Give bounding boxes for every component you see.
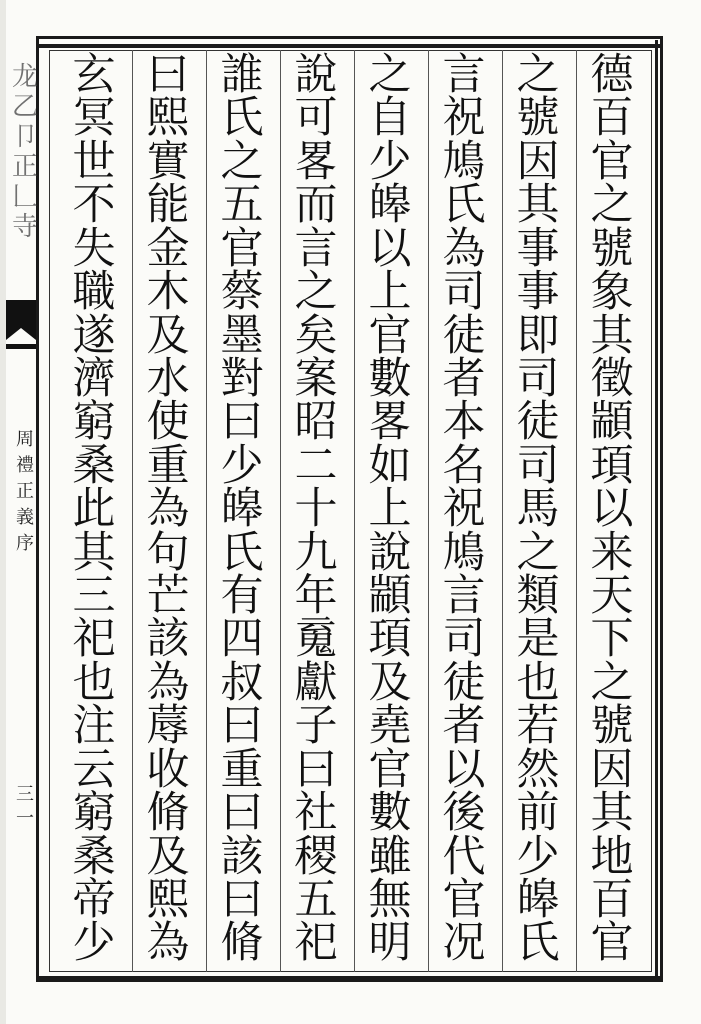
character: 即 bbox=[516, 310, 560, 361]
character: 之 bbox=[368, 50, 412, 100]
character: 司 bbox=[516, 353, 560, 404]
character: 金 bbox=[146, 223, 190, 274]
character: 無 bbox=[368, 875, 412, 926]
character: 百 bbox=[590, 93, 634, 144]
character: 言 bbox=[442, 50, 486, 100]
character: 周 bbox=[16, 429, 34, 450]
character: 該 bbox=[146, 614, 190, 665]
character: 桑 bbox=[72, 831, 116, 882]
character: 地 bbox=[590, 831, 634, 882]
character: 昭 bbox=[294, 397, 338, 448]
character: 熙 bbox=[146, 875, 190, 926]
character: 類 bbox=[516, 571, 560, 622]
column-divider bbox=[280, 50, 281, 972]
character: 能 bbox=[146, 180, 190, 231]
character: 如 bbox=[368, 440, 412, 491]
character: 明 bbox=[368, 918, 412, 969]
character: 三 bbox=[72, 571, 116, 622]
character: 桑 bbox=[72, 440, 116, 491]
character: 墨 bbox=[220, 310, 264, 361]
character: 徵 bbox=[590, 353, 634, 404]
character: 芒 bbox=[146, 571, 190, 622]
character: 畧 bbox=[368, 397, 412, 448]
character: 號 bbox=[516, 93, 560, 144]
character: 曰 bbox=[294, 744, 338, 795]
character: 九 bbox=[294, 527, 338, 578]
character: 頊 bbox=[590, 440, 634, 491]
character: 寺 bbox=[11, 212, 38, 242]
text-column-2 bbox=[506, 50, 570, 969]
character: 案 bbox=[294, 353, 338, 404]
character: 之 bbox=[590, 180, 634, 231]
character: 獻 bbox=[294, 657, 338, 708]
character: 水 bbox=[146, 353, 190, 404]
character: 其 bbox=[516, 180, 560, 231]
character: 卩 bbox=[11, 122, 38, 152]
character: 玄 bbox=[72, 50, 116, 100]
character: 少 bbox=[72, 918, 116, 969]
character: 以 bbox=[442, 744, 486, 795]
character: 代 bbox=[442, 831, 486, 882]
character: 職 bbox=[72, 267, 116, 318]
character: 言 bbox=[294, 223, 338, 274]
character: 蓐 bbox=[146, 701, 190, 752]
margin-page-number bbox=[4, 780, 46, 828]
character: 鳩 bbox=[442, 527, 486, 578]
character: 皞 bbox=[516, 875, 560, 926]
character: 少 bbox=[516, 831, 560, 882]
character: 官 bbox=[442, 875, 486, 926]
character: 氏 bbox=[516, 918, 560, 969]
character: 象 bbox=[590, 267, 634, 318]
character: 數 bbox=[368, 788, 412, 839]
character: 祝 bbox=[442, 93, 486, 144]
character: 徒 bbox=[442, 657, 486, 708]
character: 之 bbox=[294, 267, 338, 318]
character: 後 bbox=[442, 788, 486, 839]
fish-tail-mark-icon bbox=[2, 300, 38, 355]
character: 名 bbox=[442, 440, 486, 491]
margin-book-title bbox=[4, 425, 46, 555]
character: 重 bbox=[146, 440, 190, 491]
character: 實 bbox=[146, 136, 190, 187]
character: 矣 bbox=[294, 310, 338, 361]
character: 乙 bbox=[11, 92, 38, 122]
character: 說 bbox=[368, 527, 412, 578]
character: 注 bbox=[72, 701, 116, 752]
character: 此 bbox=[72, 484, 116, 535]
character: 顓 bbox=[368, 571, 412, 622]
character: 下 bbox=[590, 614, 634, 665]
character: 蔡 bbox=[220, 267, 264, 318]
text-column-7 bbox=[136, 50, 200, 969]
character: 其 bbox=[72, 527, 116, 578]
character: 馬 bbox=[516, 484, 560, 535]
character: 堯 bbox=[368, 701, 412, 752]
character: 天 bbox=[590, 571, 634, 622]
character: 氏 bbox=[220, 93, 264, 144]
column-divider bbox=[502, 50, 503, 972]
character: 曰 bbox=[220, 788, 264, 839]
column-divider bbox=[576, 50, 577, 972]
frame-right-rule bbox=[655, 40, 658, 980]
character: 對 bbox=[220, 353, 264, 404]
character: 也 bbox=[516, 657, 560, 708]
character: 然 bbox=[516, 744, 560, 795]
character: 而 bbox=[294, 180, 338, 231]
character: 四 bbox=[220, 614, 264, 665]
character: 五 bbox=[220, 180, 264, 231]
text-column-8 bbox=[62, 50, 126, 969]
character: 是 bbox=[516, 614, 560, 665]
character: 序 bbox=[16, 533, 34, 554]
character: 義 bbox=[16, 507, 34, 528]
character: 脩 bbox=[220, 918, 264, 969]
character: 曰 bbox=[220, 875, 264, 926]
character: 皞 bbox=[368, 180, 412, 231]
character: 其 bbox=[590, 788, 634, 839]
character: 徒 bbox=[442, 310, 486, 361]
column-divider bbox=[132, 50, 133, 972]
character: 若 bbox=[516, 701, 560, 752]
character: 說 bbox=[294, 50, 338, 100]
character: 也 bbox=[72, 657, 116, 708]
character: 號 bbox=[590, 701, 634, 752]
character: 因 bbox=[516, 136, 560, 187]
character: 頊 bbox=[368, 614, 412, 665]
character: 曰 bbox=[220, 397, 264, 448]
character: 失 bbox=[72, 223, 116, 274]
character: 及 bbox=[368, 657, 412, 708]
character: 叔 bbox=[220, 657, 264, 708]
character: 冥 bbox=[72, 93, 116, 144]
character: 不 bbox=[72, 180, 116, 231]
character: 少 bbox=[220, 440, 264, 491]
character: 𠃊 bbox=[11, 182, 38, 212]
character: 前 bbox=[516, 788, 560, 839]
character: 號 bbox=[590, 223, 634, 274]
character: 曰 bbox=[220, 701, 264, 752]
text-column-6 bbox=[210, 50, 274, 969]
character: 其 bbox=[590, 310, 634, 361]
character: 正 bbox=[11, 152, 38, 182]
character: 顓 bbox=[590, 397, 634, 448]
character: 二 bbox=[294, 440, 338, 491]
character: 百 bbox=[590, 875, 634, 926]
character: 官 bbox=[368, 310, 412, 361]
character: 為 bbox=[442, 223, 486, 274]
frame-top-rule bbox=[36, 44, 663, 48]
character: 来 bbox=[590, 527, 634, 578]
character: 窮 bbox=[72, 397, 116, 448]
character: 稷 bbox=[294, 831, 338, 882]
character: 十 bbox=[294, 484, 338, 535]
character: 祝 bbox=[442, 484, 486, 535]
character: 雖 bbox=[368, 831, 412, 882]
character: 及 bbox=[146, 831, 190, 882]
character: 子 bbox=[294, 701, 338, 752]
character: 遂 bbox=[72, 310, 116, 361]
column-divider bbox=[428, 50, 429, 972]
character: 一 bbox=[16, 808, 34, 829]
character: 木 bbox=[146, 267, 190, 318]
character: 少 bbox=[368, 136, 412, 187]
character: 皞 bbox=[220, 484, 264, 535]
character: 世 bbox=[72, 136, 116, 187]
character: 因 bbox=[590, 744, 634, 795]
character: 龙 bbox=[11, 62, 38, 92]
character: 窮 bbox=[72, 788, 116, 839]
character: 年 bbox=[294, 571, 338, 622]
character: 祀 bbox=[72, 614, 116, 665]
character: 可 bbox=[294, 93, 338, 144]
character: 以 bbox=[590, 484, 634, 535]
character: 䰟 bbox=[294, 614, 338, 665]
character: 之 bbox=[516, 50, 560, 100]
character: 上 bbox=[368, 484, 412, 535]
frame-bottom-rule bbox=[36, 976, 663, 980]
character: 為 bbox=[146, 484, 190, 535]
character: 况 bbox=[442, 918, 486, 969]
character: 為 bbox=[146, 918, 190, 969]
character: 司 bbox=[442, 614, 486, 665]
character: 以 bbox=[368, 223, 412, 274]
character: 脩 bbox=[146, 788, 190, 839]
text-column-4 bbox=[358, 50, 422, 969]
character: 熙 bbox=[146, 93, 190, 144]
character: 本 bbox=[442, 397, 486, 448]
character: 有 bbox=[220, 571, 264, 622]
character: 句 bbox=[146, 527, 190, 578]
character: 誰 bbox=[220, 50, 264, 100]
character: 官 bbox=[368, 744, 412, 795]
column-divider bbox=[206, 50, 207, 972]
character: 曰 bbox=[146, 50, 190, 100]
character: 事 bbox=[516, 223, 560, 274]
character: 社 bbox=[294, 788, 338, 839]
character: 畧 bbox=[294, 136, 338, 187]
text-column-3 bbox=[432, 50, 496, 969]
character: 使 bbox=[146, 397, 190, 448]
character: 德 bbox=[590, 50, 634, 100]
character: 鳩 bbox=[442, 136, 486, 187]
column-divider bbox=[354, 50, 355, 972]
character: 為 bbox=[146, 657, 190, 708]
character: 禮 bbox=[16, 455, 34, 476]
character: 事 bbox=[516, 267, 560, 318]
character: 云 bbox=[72, 744, 116, 795]
character: 收 bbox=[146, 744, 190, 795]
character: 上 bbox=[368, 267, 412, 318]
character: 濟 bbox=[72, 353, 116, 404]
character: 祀 bbox=[294, 918, 338, 969]
character: 氏 bbox=[442, 180, 486, 231]
character: 帝 bbox=[72, 875, 116, 926]
text-column-1 bbox=[580, 50, 644, 969]
character: 徒 bbox=[516, 397, 560, 448]
character: 數 bbox=[368, 353, 412, 404]
character: 者 bbox=[442, 353, 486, 404]
text-column-5 bbox=[284, 50, 348, 969]
character: 三 bbox=[16, 784, 34, 805]
character: 官 bbox=[220, 223, 264, 274]
character: 司 bbox=[516, 440, 560, 491]
character: 正 bbox=[16, 481, 34, 502]
character: 司 bbox=[442, 267, 486, 318]
character: 及 bbox=[146, 310, 190, 361]
character: 重 bbox=[220, 744, 264, 795]
character: 該 bbox=[220, 831, 264, 882]
character: 官 bbox=[590, 136, 634, 187]
character: 之 bbox=[516, 527, 560, 578]
character: 氏 bbox=[220, 527, 264, 578]
character: 官 bbox=[590, 918, 634, 969]
character: 之 bbox=[220, 136, 264, 187]
character: 者 bbox=[442, 701, 486, 752]
character: 五 bbox=[294, 875, 338, 926]
character: 自 bbox=[368, 93, 412, 144]
margin-top-label bbox=[4, 56, 46, 242]
character: 言 bbox=[442, 571, 486, 622]
character: 之 bbox=[590, 657, 634, 708]
